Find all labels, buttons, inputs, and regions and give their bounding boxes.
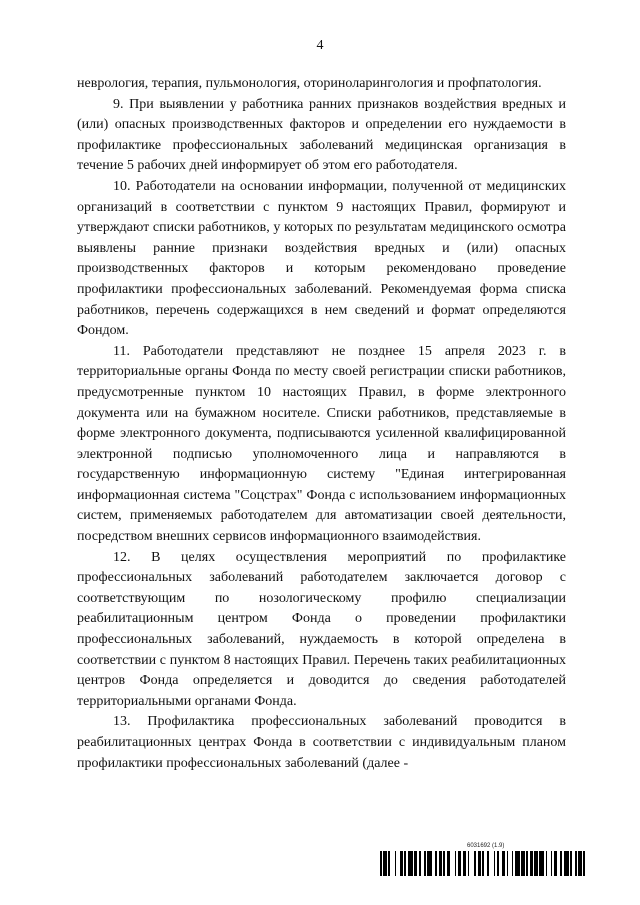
document-code: 6031692 (1.9)	[467, 843, 505, 849]
paragraph-item-12: 12. В целях осуществления мероприятий по профилактике профессиональных заболеваний работодателем заключается договор с соответствующим по нозологическому профилю специализации реабилитационным центром Фонда о проведении профилактики профессиональных заболеваний, нуждаемость в которой определена в соответствии с пунктом 8 настоящих Правил. Перечень таких реабилитационных центров Фонда определяется и доводится до сведения работодателей территориальными органами Фонда.	[77, 549, 566, 709]
paragraph-item-10: 10. Работодатели на основании информации, полученной от медицинских организаций в соответствии с пунктом 9 настоящих Правил, формируют и утверждают списки работников, у которых по результатам медицинского осмотра выявлены ранние признаки воздействия вредных и (или) опасных производственных факторов и которым рекомендовано проведение профилактики профессиональных заболеваний. Рекомендуемая форма списка работников, перечень содержащихся в нем сведений и формат определяются Фондом.	[77, 178, 566, 339]
barcode-image	[380, 851, 585, 876]
paragraph-item-11: 11. Работодатели представляют не позднее 15 апреля 2023 г. в территориальные органы Фонда по месту своей регистрации списки работников, предусмотренные пунктом 10 настоящих Правил, в форме электронного документа или на бумажном носителе. Списки работников, представляемые в форме электронного документа, подписываются усиленной квалифицированной электронной подписью уполномоченного лица и направляются в государственную информационную систему "Единая интегрированная информационная система "Соцстрах" Фонда с использованием информационных систем, применяемых работодателем для автоматизации своей деятельности, посредством внешних сервисов информационного взаимодействия.	[77, 343, 566, 545]
barcode-bar	[583, 851, 585, 876]
paragraph-item-9: 9. При выявлении у работника ранних признаков воздействия вредных и (или) опасных производственных факторов и определении его нуждаемости в профилактике профессиональных заболеваний медицинская организация в течение 5 рабочих дней информирует об этом его работодателя.	[77, 96, 566, 174]
document-body	[77, 74, 566, 774]
paragraph-continuation: неврология, терапия, пульмонология, оториноларингология и профпатология.	[77, 76, 542, 91]
paragraph-item-13: 13. Профилактика профессиональных заболеваний проводится в реабилитационных центрах Фонда в соответствии с индивидуальным планом профилактики профессиональных заболеваний (далее -	[77, 714, 566, 771]
page-number: 4	[316, 38, 324, 53]
